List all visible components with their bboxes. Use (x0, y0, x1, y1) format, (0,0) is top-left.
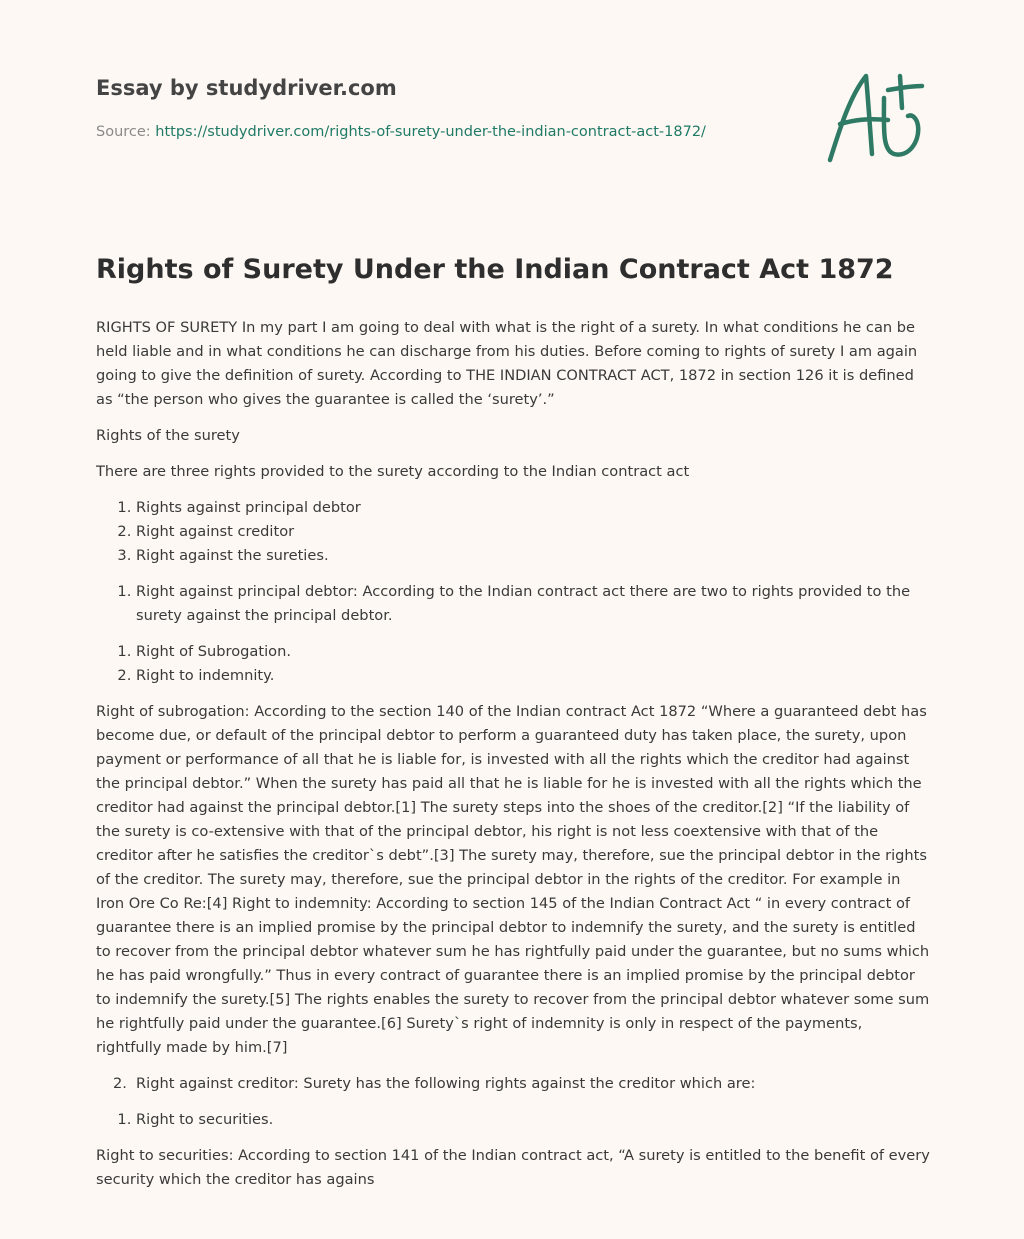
list-item: 2. Right against creditor: Surety has the following rights against the creditor which are: (136, 1072, 932, 1096)
three-rights-list (96, 496, 932, 568)
source-line (96, 124, 706, 140)
list-item: 3. Right against the sureties. (136, 544, 932, 568)
list-item: 1. Right of Subrogation. (136, 640, 932, 664)
list-item: 1. Rights against principal debtor (136, 496, 932, 520)
a-plus-logo-icon (822, 68, 932, 168)
site-brand: Essay by studydriver.com (96, 76, 397, 100)
rights-heading: Rights of the surety (96, 427, 240, 444)
creditor-rights-list (96, 1108, 932, 1132)
subrogation-paragraph: Right of subrogation: According to the section 140 of the Indian contract Act 1872 “Where a guaranteed debt has become due, or default of the principal debtor to perform a guaranteed duty has taken place, the surety, upon payment or performance of all that he is liable for, is invested with all the rights which the creditor had against the principal debtor.” When the surety has paid all that he is liable for he is invested with all the rights which the creditor had against the principal debtor.[1] The surety steps into the shoes of the creditor.[2] “If the liability of the surety is co-extensive with that of the principal debtor, his right is not less coextensive with that of the creditor after he satisfies the creditor`s debt”.[3] The surety may, therefore, sue the principal debtor in the rights of the creditor. The surety may, therefore, sue the principal debtor in the rights of the creditor. For example in Iron Ore Co Re:[4] Right to indemnity: According to section 145 of the Indian Contract Act “ in every contract of guarantee there is an implied promise by the principal debtor to indemnify the surety, and the surety is entitled to recover from the principal debtor whatever sum he has rightfully paid under the guarantee, but no sums which he has paid wrongfully.” Thus in every contract of guarantee there is an implied promise by the principal debtor to indemnify the surety.[5] The rights enables the surety to recover from the principal debtor whatever some sum he rightfully paid under the guarantee.[6] Surety`s right of indemnity is only in respect of the payments, rightfully made by him.[7] (96, 703, 930, 1056)
creditor-list (96, 1072, 932, 1096)
essay-body (96, 316, 932, 1204)
source-label: Source: (96, 124, 151, 140)
list-item: 2. Right against creditor (136, 520, 932, 544)
source-link[interactable]: https://studydriver.com/rights-of-surety-under-the-indian-contract-act-1872/ (155, 124, 706, 140)
principal-debtor-list (96, 580, 932, 628)
list-item: 1. Right to securities. (136, 1108, 932, 1132)
principal-rights-list (96, 640, 932, 688)
intro-paragraph: RIGHTS OF SURETY In my part I am going to deal with what is the right of a surety. In what conditions he can be held liable and in what conditions he can discharge from his duties. Before coming to rights of surety I am again going to give the definition of surety. According to THE INDIAN CONTRACT ACT, 1872 in section 126 it is defined as “the person who gives the guarantee is called the ‘surety’.” (96, 319, 918, 408)
list-item: 2. Right to indemnity. (136, 664, 932, 688)
essay-title: Rights of Surety Under the Indian Contract Act 1872 (96, 254, 894, 285)
three-rights-paragraph: There are three rights provided to the surety according to the Indian contract act (96, 463, 690, 480)
securities-paragraph: Right to securities: According to section 141 of the Indian contract act, “A surety is entitled to the benefit of every security which the creditor has agains (96, 1147, 930, 1188)
list-item: 1. Right against principal debtor: According to the Indian contract act there are two to rights provided to the surety against the principal debtor. (136, 580, 932, 628)
